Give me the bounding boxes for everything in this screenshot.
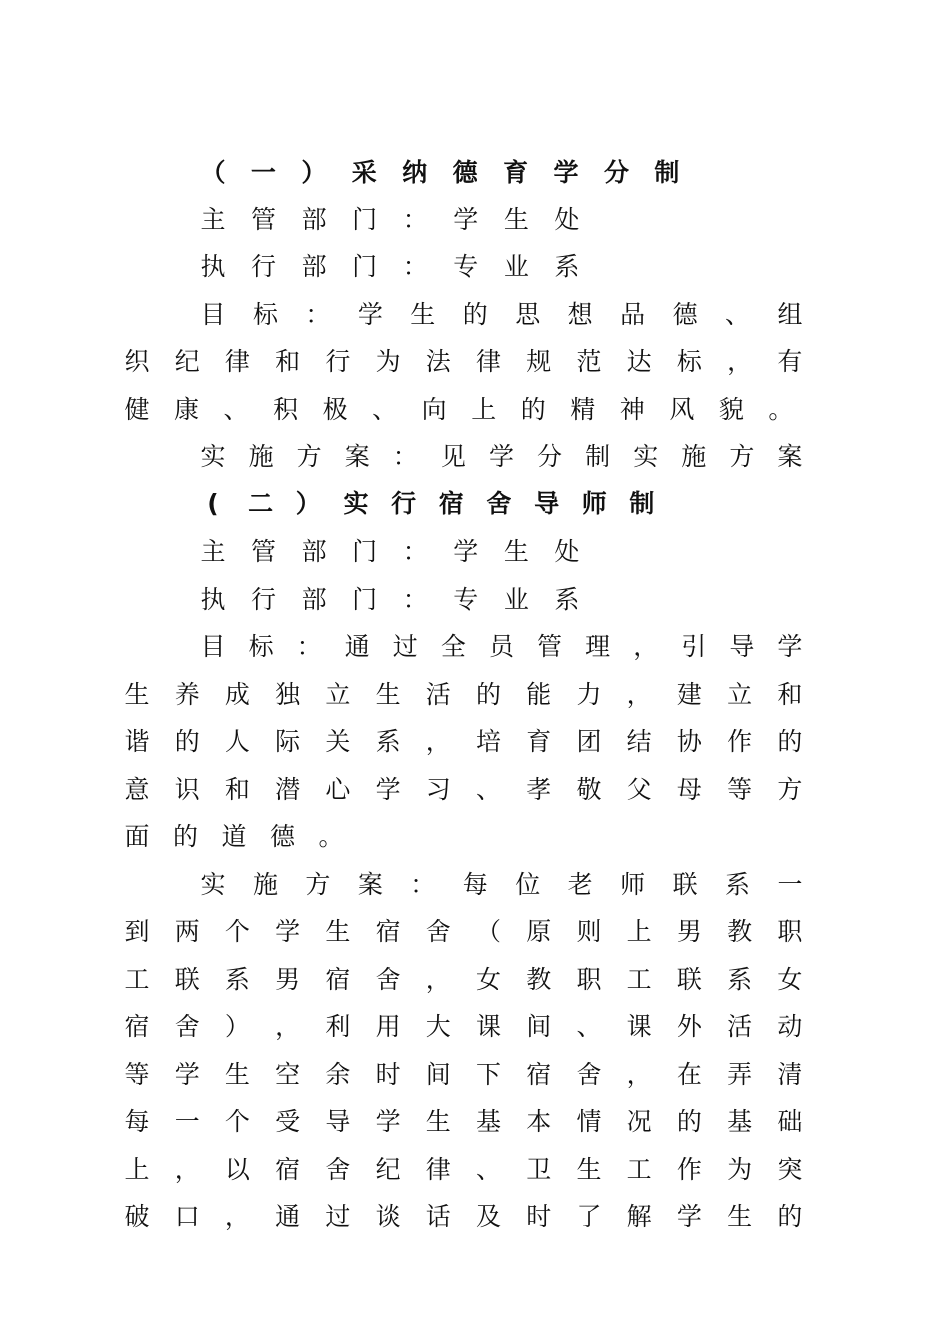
section2-plan-line: 实 施 方 案 ： 每 位 老 师 联 系 一 bbox=[200, 870, 803, 899]
section1-goal-line: 目 标 ： 学 生 的 思 想 品 德 、 组 bbox=[200, 300, 803, 329]
section2-dept: 主 管 部 门 ： 学 生 处 bbox=[200, 537, 580, 566]
section2-plan-line: 宿 舍 ） ， 利 用 大 课 间 、 课 外 活 动 bbox=[124, 1012, 803, 1041]
section2-plan-line: 破 口 ， 通 过 谈 话 及 时 了 解 学 生 的 bbox=[124, 1202, 803, 1231]
section1-plan: 实 施 方 案 ： 见 学 分 制 实 施 方 案 bbox=[200, 442, 803, 471]
section2-plan-line: 工 联 系 男 宿 舍 ， 女 教 职 工 联 系 女 bbox=[124, 965, 803, 994]
section1-exec: 执 行 部 门 ： 专 业 系 bbox=[200, 252, 580, 281]
section1-heading: （ 一 ） 采 纳 德 育 学 分 制 bbox=[200, 158, 680, 187]
section2-goal-line: 谐 的 人 际 关 系 ， 培 育 团 结 协 作 的 bbox=[124, 727, 803, 756]
section2-goal-line: 面 的 道 德 。 bbox=[124, 822, 344, 851]
section2-exec: 执 行 部 门 ： 专 业 系 bbox=[200, 585, 580, 614]
section2-plan-line: 每 一 个 受 导 学 生 基 本 情 况 的 基 础 bbox=[124, 1107, 803, 1136]
section2-plan-line: 到 两 个 学 生 宿 舍 （ 原 则 上 男 教 职 bbox=[124, 917, 803, 946]
section2-goal-line: 生 养 成 独 立 生 活 的 能 力 ， 建 立 和 bbox=[124, 680, 803, 709]
section2-heading: ( 二 ） 实 行 宿 舍 导 师 制 bbox=[207, 489, 655, 518]
section1-goal-line: 织 纪 律 和 行 为 法 律 规 范 达 标 ， 有 bbox=[124, 347, 803, 376]
section2-goal-line: 目 标 ： 通 过 全 员 管 理 ， 引 导 学 bbox=[200, 632, 803, 661]
section1-dept: 主 管 部 门 ： 学 生 处 bbox=[200, 205, 580, 234]
section2-plan-line: 上 ， 以 宿 舍 纪 律 、 卫 生 工 作 为 突 bbox=[124, 1155, 803, 1184]
section2-goal-line: 意 识 和 潜 心 学 习 、 孝 敬 父 母 等 方 bbox=[124, 775, 803, 804]
section1-goal-line: 健 康 、 积 极 、 向 上 的 精 神 风 貌 。 bbox=[124, 395, 794, 424]
section2-plan-line: 等 学 生 空 余 时 间 下 宿 舍 ， 在 弄 清 bbox=[124, 1060, 803, 1089]
